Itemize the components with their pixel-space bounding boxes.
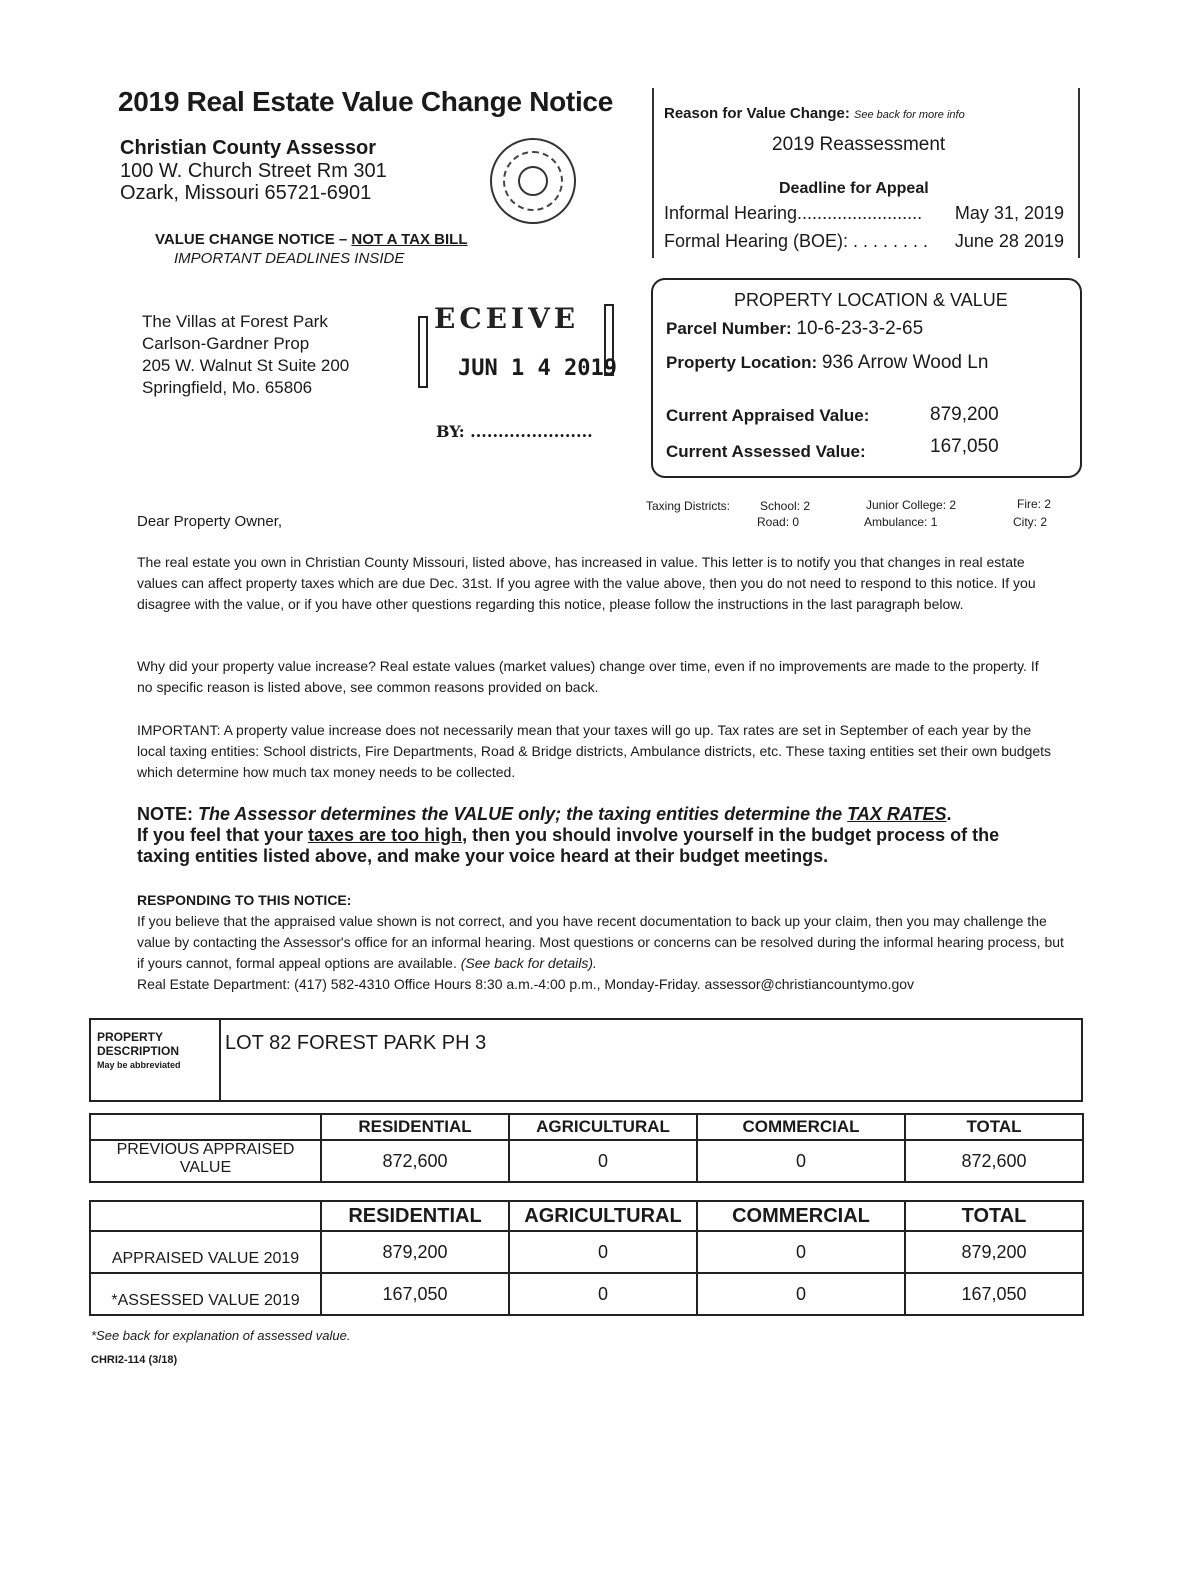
table-row xyxy=(90,1231,1083,1273)
recipient-line4: Springfield, Mo. 65806 xyxy=(142,378,313,397)
received-stamp-date: JUN 1 4 2019 xyxy=(458,356,617,381)
table-row xyxy=(90,1273,1083,1315)
footnote: *See back for explanation of assessed value. xyxy=(91,1328,351,1343)
property-location-title: PROPERTY LOCATION & VALUE xyxy=(734,290,1008,310)
reason-value: 2019 Reassessment xyxy=(772,134,946,155)
assessor-address-line1: 100 W. Church Street Rm 301 xyxy=(120,160,387,182)
assessed-residential: 167,050 xyxy=(321,1273,509,1315)
prev-header-residential: RESIDENTIAL xyxy=(321,1114,509,1140)
appraised-agricultural: 0 xyxy=(509,1231,697,1273)
assessed-agricultural: 0 xyxy=(509,1273,697,1315)
cur-header-residential: RESIDENTIAL xyxy=(321,1201,509,1231)
letter-paragraph-1: The real estate you own in Christian County Missouri, listed above, has increased in value. This letter is to notify you that changes in real estate values can affect property taxes which are due Dec. 31st. If you agree with the value above, then you do not need to respond to this notice. If you disagree with the value, or if you have other questions regarding this notice, please follow the instructions in the last paragraph below. xyxy=(137,554,1036,612)
form-number: CHRI2-114 (3/18) xyxy=(91,1354,178,1366)
letter-paragraph-3: IMPORTANT: A property value increase does not necessarily mean that your taxes will go up. Tax rates are set in September of each year by the local taxing entities: School districts, Fire Departments, Road & Bridge districts, Ambulance districts, etc. These taxing entities set their own budgets which determine how much tax money needs to be collected. xyxy=(137,722,1052,780)
taxing-city: City: 2 xyxy=(1013,515,1048,529)
prev-header-total: TOTAL xyxy=(905,1114,1083,1140)
description-label-cell: PROPERTY DESCRIPTION May be abbreviated xyxy=(90,1019,220,1101)
cur-header-total: TOTAL xyxy=(905,1201,1083,1231)
responding-title: RESPONDING TO THIS NOTICE: xyxy=(137,892,352,908)
notice-title: 2019 Real Estate Value Change Notice xyxy=(118,86,613,117)
assessed-total: 167,050 xyxy=(905,1273,1083,1315)
current-appraised-label: Current Appraised Value: xyxy=(666,406,870,425)
letter-paragraph-2: Why did your property value increase? Real estate values (market values) change over time, even if no improvements are made to the property. If no specific reason is listed above, see common reasons provided on back. xyxy=(137,658,1039,695)
previous-value-table xyxy=(89,1113,1084,1183)
prev-header-commercial: COMMERCIAL xyxy=(697,1114,905,1140)
recipient-line2: Carlson-Gardner Prop xyxy=(142,334,310,353)
current-appraised-value: 879,200 xyxy=(930,404,999,425)
recipient-line3: 205 W. Walnut St Suite 200 xyxy=(142,356,350,375)
appraised-row-label: APPRAISED VALUE 2019 xyxy=(90,1231,321,1273)
prev-agricultural: 0 xyxy=(509,1140,697,1182)
appraised-residential: 879,200 xyxy=(321,1231,509,1273)
current-assessed-label: Current Assessed Value: xyxy=(666,442,866,461)
prev-commercial: 0 xyxy=(697,1140,905,1182)
taxing-junior-college: Junior College: 2 xyxy=(866,498,957,512)
not-a-tax-bill-notice: VALUE CHANGE NOTICE – NOT A TAX BILL xyxy=(155,231,468,248)
received-stamp: ECEIVE xyxy=(434,302,580,335)
received-stamp-by: BY: ...................... xyxy=(436,422,593,441)
assessor-name: Christian County Assessor xyxy=(120,137,376,159)
county-seal-icon xyxy=(490,138,576,224)
current-value-table xyxy=(89,1200,1084,1316)
taxing-districts-label: Taxing Districts: xyxy=(646,499,731,513)
property-location: Property Location: 936 Arrow Wood Ln xyxy=(666,352,989,373)
taxing-fire: Fire: 2 xyxy=(1017,497,1052,511)
salutation: Dear Property Owner, xyxy=(137,513,283,530)
taxing-school: School: 2 xyxy=(760,499,811,513)
important-deadlines-note: IMPORTANT DEADLINES INSIDE xyxy=(174,250,405,267)
taxing-ambulance: Ambulance: 1 xyxy=(864,515,938,529)
prev-residential: 872,600 xyxy=(321,1140,509,1182)
current-assessed-value: 167,050 xyxy=(930,436,999,457)
assessor-address-line2: Ozark, Missouri 65721-6901 xyxy=(120,182,372,204)
contact-line: Real Estate Department: (417) 582-4310 Office Hours 8:30 a.m.-4:00 p.m., Monday-Friday. assessor@christiancountymo.gov xyxy=(137,976,915,992)
parcel-number: Parcel Number: 10-6-23-3-2-65 xyxy=(666,318,924,339)
note-paragraph: NOTE: The Assessor determines the VALUE only; the taxing entities determine the TAX RATES. If you feel that your taxes are too high, then you should involve yourself in the budget process of the taxing entities listed above, and make your voice heard at their budget meetings. xyxy=(137,804,1000,866)
formal-hearing-row: Formal Hearing (BOE): . . . . . . . . June 28 2019 xyxy=(664,231,1064,251)
informal-hearing-row: Informal Hearing......................... May 31, 2019 xyxy=(664,203,1064,223)
reason-label: Reason for Value Change: See back for more info xyxy=(664,105,965,122)
responding-section: RESPONDING TO THIS NOTICE: If you believe that the appraised value shown is not correct, and you have recent documentation to back up your claim, then you may challenge the value by contacting the Assessor's office for an informal hearing. Most questions or concerns can be resolved during the informal hearing process, but if yours cannot, formal appeal options are available. (See back for details). Real Estate Department: (417) 582-4310 Office Hours 8:30 a.m.-4:00 p.m., Monday-Friday. assessor@christiancountymo.gov xyxy=(137,890,1067,995)
appraised-total: 879,200 xyxy=(905,1231,1083,1273)
property-description-table xyxy=(89,1018,1083,1102)
prev-total: 872,600 xyxy=(905,1140,1083,1182)
taxing-road: Road: 0 xyxy=(757,515,800,529)
prev-header-agricultural: AGRICULTURAL xyxy=(509,1114,697,1140)
deadline-title: Deadline for Appeal xyxy=(779,180,929,197)
prev-row-label: PREVIOUS APPRAISED VALUE xyxy=(90,1140,321,1182)
description-value: LOT 82 FOREST PARK PH 3 xyxy=(220,1019,1082,1101)
recipient-line1: The Villas at Forest Park xyxy=(142,312,328,331)
cur-header-agricultural: AGRICULTURAL xyxy=(509,1201,697,1231)
assessed-row-label: *ASSESSED VALUE 2019 xyxy=(90,1273,321,1315)
appraised-commercial: 0 xyxy=(697,1231,905,1273)
cur-header-commercial: COMMERCIAL xyxy=(697,1201,905,1231)
stamp-left-bracket xyxy=(418,316,428,388)
assessed-commercial: 0 xyxy=(697,1273,905,1315)
